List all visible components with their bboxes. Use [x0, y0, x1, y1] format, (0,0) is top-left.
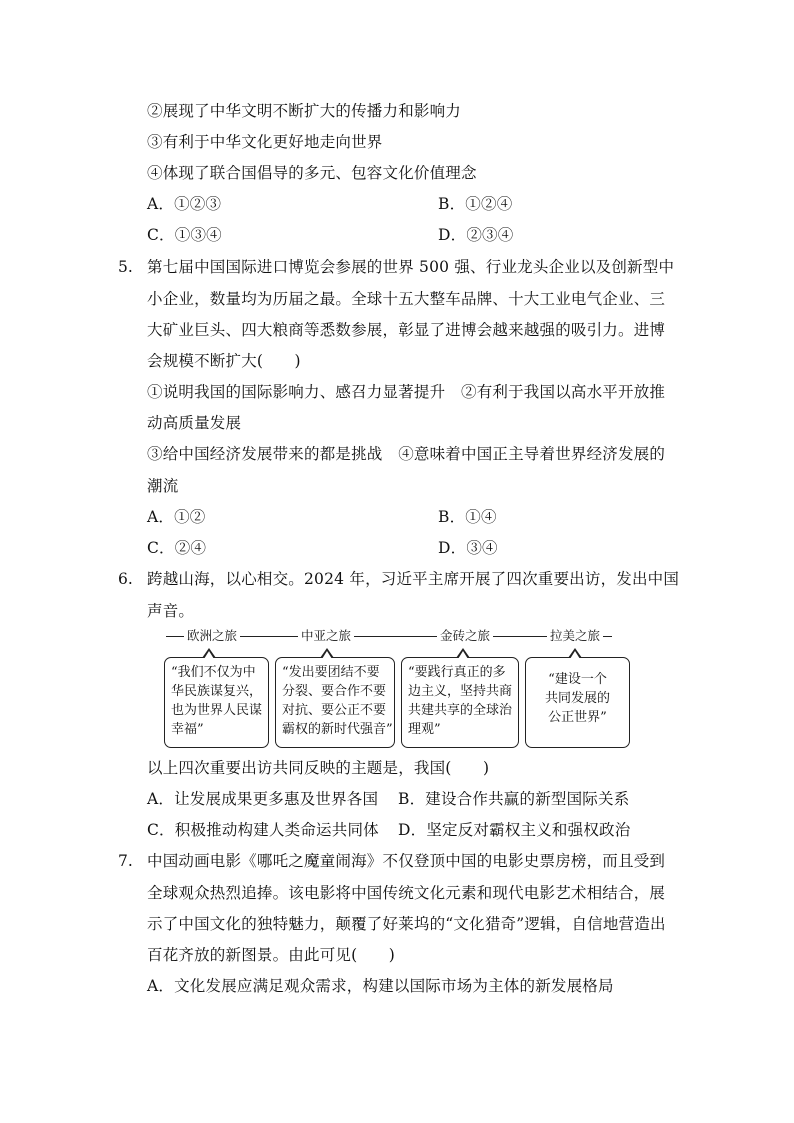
- q6-stem-line-1: 跨越山海，以心相交。2024 年，习近平主席开展了四次重要出访，发出中国: [147, 570, 680, 588]
- q5-option-d: D．③④: [438, 539, 498, 557]
- quote-latin-america-line-3: 公正世界”: [548, 710, 607, 725]
- q4-option-d: D．②③④: [438, 226, 514, 244]
- quote-central-asia-line-4: 霸权的新时代强音”: [282, 722, 393, 737]
- q7-option-a: A．文化发展应满足观众需求，构建以国际市场为主体的新发展格局: [147, 977, 614, 995]
- q4-option-a: A．①②③: [147, 195, 222, 213]
- q4-option-b: B．①②④: [438, 195, 513, 213]
- q7-stem-line-2: 全球观众热烈追捧。该电影将中国传统文化元素和现代电影艺术相结合，展: [147, 884, 666, 902]
- quote-central-asia-line-2: 分裂、要合作不要: [282, 684, 387, 699]
- quote-bubble-europe: [164, 657, 269, 748]
- q4-statement-2: ②展现了中华文明不断扩大的传播力和影响力: [147, 102, 462, 120]
- q4-statement-4: ④体现了联合国倡导的多元、包容文化价值理念: [147, 164, 477, 182]
- quote-bubble-latin-america: [525, 657, 630, 748]
- q5-stem-line-2: 小企业，数量均为历届之最。全球十五大整车品牌、十大工业电气企业、三: [147, 290, 666, 308]
- q6-option-d: D．坚定反对霸权主义和强权政治: [398, 821, 631, 839]
- quote-europe-line-2: 华民族谋复兴，: [171, 684, 263, 699]
- bubble-tail-1-fill: [204, 651, 214, 659]
- q6-stem-line-2: 声音。: [147, 602, 195, 620]
- timeline-label-brics: 金砖之旅: [437, 628, 493, 644]
- q6-number: 6.: [118, 570, 133, 588]
- q6-option-c: C．积极推动构建人类命运共同体: [147, 821, 379, 839]
- quote-europe-line-3: 也为世界人民谋: [171, 703, 263, 718]
- q6-option-b: B．建设合作共赢的新型国际关系: [398, 790, 630, 808]
- q5-stem-line-3: 大矿业巨头、四大粮商等悉数参展，彰显了进博会越来越强的吸引力。进博: [147, 321, 666, 339]
- q6-option-a: A．让发展成果更多惠及世界各国: [147, 790, 379, 808]
- q4-option-c: C．①③④: [147, 226, 222, 244]
- quote-brics-line-1: “要践行真正的多: [408, 665, 506, 680]
- q5-stem-line-4: 会规模不断扩大( ): [147, 352, 301, 370]
- q4-statement-3: ③有利于中华文化更好地走向世界: [147, 133, 383, 151]
- q5-statement-line-4: 潮流: [147, 477, 179, 495]
- q7-stem-line-3: 示了中国文化的独特魅力，颠覆了好莱坞的“文化猎奇”逻辑，自信地营造出: [147, 915, 666, 933]
- q5-statement-line-1: ①说明我国的国际影响力、感召力显著提升 ②有利于我国以高水平开放推: [147, 383, 666, 401]
- q7-number: 7.: [118, 852, 133, 870]
- q7-stem-line-1: 中国动画电影《哪吒之魔童闹海》不仅登顶中国的电影史票房榜，而且受到: [147, 852, 666, 870]
- bubble-tail-2-fill: [322, 651, 332, 659]
- q5-option-c: C．②④: [147, 539, 207, 557]
- quote-brics-line-2: 边主义，坚持共商: [408, 684, 513, 699]
- bubble-tail-3-fill: [458, 651, 468, 659]
- quote-europe-line-1: “我们不仅为中: [171, 665, 256, 680]
- timeline-label-europe: 欧洲之旅: [184, 628, 240, 644]
- q6-question: 以上四次重要出访共同反映的主题是，我国( ): [147, 759, 490, 777]
- q5-number: 5.: [118, 258, 133, 276]
- q5-statement-line-3: ③给中国经济发展带来的都是挑战 ④意味着中国正主导着世界经济发展的: [147, 445, 666, 463]
- bubble-tail-4-fill: [570, 651, 580, 659]
- quote-bubble-brics: [401, 657, 519, 748]
- timeline-label-central-asia: 中亚之旅: [298, 628, 354, 644]
- quote-central-asia-line-3: 对抗、要公正不要: [282, 703, 387, 718]
- q5-option-a: A．①②: [147, 508, 206, 526]
- timeline-label-latin-america: 拉美之旅: [547, 628, 603, 644]
- quote-latin-america-line-2: 共同发展的: [544, 691, 610, 706]
- quote-latin-america-line-1: “建设一个: [548, 672, 607, 687]
- q5-stem-line-1: 第七届中国国际进口博览会参展的世界 500 强、行业龙头企业以及创新型中: [147, 258, 675, 276]
- q5-option-b: B．①④: [438, 508, 497, 526]
- quote-brics-line-3: 共建共享的全球治: [408, 703, 513, 718]
- quote-brics-line-4: 理观”: [408, 722, 441, 737]
- q7-stem-line-4: 百花齐放的新图景。由此可见( ): [147, 946, 395, 964]
- quote-central-asia-line-1: “发出要团结不要: [282, 665, 380, 680]
- q5-statement-line-2: 动高质量发展: [147, 414, 242, 432]
- quote-bubble-central-asia: [275, 657, 395, 748]
- quote-europe-line-4: 幸福”: [171, 722, 204, 737]
